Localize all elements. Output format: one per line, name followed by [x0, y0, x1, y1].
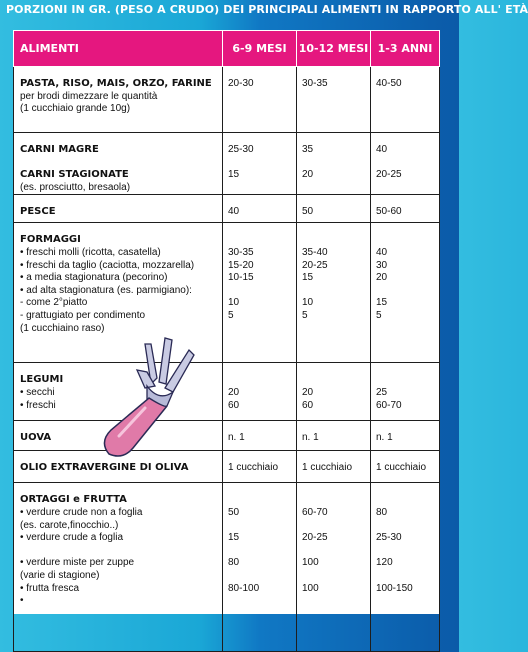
- cell-text: 10: [228, 297, 240, 309]
- cell-text: • freschi da taglio (caciotta, mozzarella): [20, 259, 195, 271]
- cell-text: (varie di stagione): [20, 569, 100, 581]
- cell-text: 40: [376, 246, 388, 258]
- cell-text: 35: [302, 144, 314, 155]
- portion-cell-1: [223, 67, 297, 133]
- spacer: [376, 494, 435, 507]
- table-row: [14, 451, 440, 483]
- cell-text: 50-60: [376, 206, 402, 218]
- portion-cell-1: [223, 195, 297, 223]
- portions-sheet: [13, 30, 439, 614]
- portion-cell-2: [297, 363, 371, 421]
- cell-text: 20-30: [228, 78, 254, 89]
- portions-table: [13, 30, 440, 652]
- table-row: [14, 195, 440, 223]
- spacer: [376, 545, 435, 558]
- spacer: [376, 234, 435, 247]
- cell-text: 20-25: [302, 532, 328, 544]
- cell-text: • frutta fresca: [20, 582, 80, 594]
- cell-text: 1 cucchiaio: [228, 462, 279, 474]
- cell-text: 60-70: [376, 399, 402, 411]
- cell-text: 80: [376, 506, 388, 518]
- table-header-row: [14, 31, 440, 67]
- food-category: ORTAGGI e FRUTTA: [20, 494, 127, 506]
- portion-cell-2: [297, 451, 371, 483]
- cell-text: 30: [376, 259, 388, 271]
- cell-text: 20: [228, 386, 240, 398]
- table-row: [14, 363, 440, 421]
- cell-text: 15: [376, 297, 388, 309]
- food-category: OLIO EXTRAVERGINE DI OLIVA: [20, 462, 189, 474]
- food-category: PASTA, RISO, MAIS, ORZO, FARINE: [20, 78, 212, 89]
- cell-text: 40: [376, 144, 388, 155]
- header-1-3-anni: 1-3 ANNI: [371, 31, 440, 67]
- table-row: [14, 483, 440, 652]
- food-cell: [14, 67, 223, 133]
- cell-text: 10: [302, 297, 314, 309]
- spacer: [302, 285, 366, 298]
- food-cell: [14, 133, 223, 195]
- cell-text: (1 cucchiaio grande 10g): [20, 103, 131, 115]
- spacer: [376, 520, 435, 533]
- portion-cell-3: [371, 421, 440, 451]
- table-row: [14, 223, 440, 363]
- cell-text: 20: [302, 386, 314, 398]
- food-cell: [14, 483, 223, 652]
- spacer: [228, 285, 292, 298]
- portion-cell-3: [371, 451, 440, 483]
- cell-text: 5: [376, 309, 382, 321]
- spacer: [228, 520, 292, 533]
- food-cell: [14, 223, 223, 363]
- portion-cell-2: [297, 421, 371, 451]
- cell-text: 25: [376, 386, 388, 398]
- cell-text: 120: [376, 557, 393, 569]
- cell-text: • freschi molli (ricotta, casatella): [20, 246, 161, 258]
- spacer: [376, 570, 435, 583]
- spacer: [228, 570, 292, 583]
- portion-cell-1: [223, 421, 297, 451]
- cell-text: per brodi dimezzare le quantità: [20, 90, 158, 102]
- food-category: UOVA: [20, 432, 52, 444]
- cell-text: 20: [302, 169, 314, 181]
- cell-text: 60: [302, 399, 314, 411]
- portion-cell-2: [297, 133, 371, 195]
- cell-text: •: [20, 595, 24, 607]
- table-row: [14, 421, 440, 451]
- cell-text: 50: [302, 206, 314, 218]
- portion-cell-3: [371, 483, 440, 652]
- header-6-9-mesi: 6-9 MESI: [223, 31, 297, 67]
- cell-text: 60: [228, 399, 240, 411]
- portion-cell-3: [371, 223, 440, 363]
- cell-text: 20: [376, 272, 388, 284]
- header-alimenti: ALIMENTI: [14, 31, 223, 67]
- portion-cell-2: [297, 223, 371, 363]
- cell-text: • a media stagionatura (pecorino): [20, 272, 168, 284]
- portion-cell-3: [371, 133, 440, 195]
- page-title: PORZIONI IN GR. (PESO A CRUDO) DEI PRINCIPALI ALIMENTI IN RAPPORTO ALL' ETÀ: [6, 3, 528, 16]
- food-category: CARNI MAGRE: [20, 144, 99, 155]
- cell-text: (es. carote,finocchio..): [20, 519, 119, 531]
- cell-text: (1 cucchiaino raso): [20, 322, 105, 334]
- cell-text: 1 cucchiaio: [302, 462, 353, 474]
- cell-text: 35-40: [302, 246, 328, 258]
- cell-text: 30-35: [228, 246, 254, 258]
- spacer: [20, 545, 218, 558]
- spacer: [228, 545, 292, 558]
- spacer: [302, 234, 366, 247]
- cell-text: 5: [228, 309, 234, 321]
- cell-text: 25-30: [228, 144, 254, 155]
- spacer: [302, 570, 366, 583]
- cell-text: • verdure miste per zuppe: [20, 557, 135, 569]
- cell-text: 50: [228, 506, 240, 518]
- table-row: [14, 67, 440, 133]
- cell-text: • freschi: [20, 399, 56, 411]
- food-cell: [14, 421, 223, 451]
- spacer: [376, 285, 435, 298]
- cell-text: 40-50: [376, 78, 402, 89]
- cell-text: • ad alta stagionatura (es. parmigiano):: [20, 284, 192, 296]
- spacer: [20, 157, 218, 170]
- cell-text: CARNI STAGIONATE: [20, 169, 129, 181]
- food-cell: [14, 363, 223, 421]
- portion-cell-2: [297, 195, 371, 223]
- spacer: [376, 157, 435, 170]
- cell-text: 1 cucchiaio: [376, 462, 427, 474]
- cell-text: (es. prosciutto, bresaola): [20, 181, 131, 193]
- table-row: [14, 133, 440, 195]
- cell-text: 25-30: [376, 532, 402, 544]
- cell-text: 80: [228, 557, 240, 569]
- cell-text: • secchi: [20, 386, 55, 398]
- spacer: [376, 374, 435, 387]
- cell-text: • verdure crude non a foglia: [20, 506, 143, 518]
- cell-text: 100-150: [376, 582, 413, 594]
- spacer: [228, 157, 292, 170]
- portion-cell-3: [371, 195, 440, 223]
- cell-text: n. 1: [376, 432, 393, 444]
- spacer: [228, 374, 292, 387]
- cell-text: 20-25: [376, 169, 402, 181]
- portion-cell-3: [371, 363, 440, 421]
- cell-text: 10-15: [228, 272, 254, 284]
- food-category: FORMAGGI: [20, 234, 81, 246]
- cell-text: 15: [228, 169, 240, 181]
- spacer: [302, 520, 366, 533]
- cell-text: 80-100: [228, 582, 260, 594]
- portion-cell-2: [297, 67, 371, 133]
- food-category: PESCE: [20, 206, 56, 218]
- portion-cell-3: [371, 67, 440, 133]
- food-cell: [14, 451, 223, 483]
- cell-text: - grattugiato per condimento: [20, 309, 146, 321]
- portion-cell-1: [223, 363, 297, 421]
- portion-cell-1: [223, 223, 297, 363]
- cell-text: 20-25: [302, 259, 328, 271]
- cell-text: 15: [302, 272, 314, 284]
- portion-cell-2: [297, 483, 371, 652]
- spacer: [228, 234, 292, 247]
- portion-cell-1: [223, 133, 297, 195]
- cell-text: n. 1: [228, 432, 245, 444]
- spacer: [228, 494, 292, 507]
- portion-cell-1: [223, 451, 297, 483]
- cell-text: 15: [228, 532, 240, 544]
- cell-text: n. 1: [302, 432, 319, 444]
- cell-text: - come 2°piatto: [20, 297, 88, 309]
- food-cell: [14, 195, 223, 223]
- header-10-12-mesi: 10-12 MESI: [297, 31, 371, 67]
- spacer: [302, 494, 366, 507]
- spacer: [302, 545, 366, 558]
- food-category: LEGUMI: [20, 374, 64, 386]
- portion-cell-1: [223, 483, 297, 652]
- cell-text: 100: [302, 582, 319, 594]
- spacer: [302, 374, 366, 387]
- spacer: [302, 157, 366, 170]
- cell-text: 5: [302, 309, 308, 321]
- cell-text: • verdure crude a foglia: [20, 532, 124, 544]
- cell-text: 15-20: [228, 259, 254, 271]
- cell-text: 100: [302, 557, 319, 569]
- cell-text: 30-35: [302, 78, 328, 89]
- cell-text: 40: [228, 206, 240, 218]
- cell-text: 60-70: [302, 506, 328, 518]
